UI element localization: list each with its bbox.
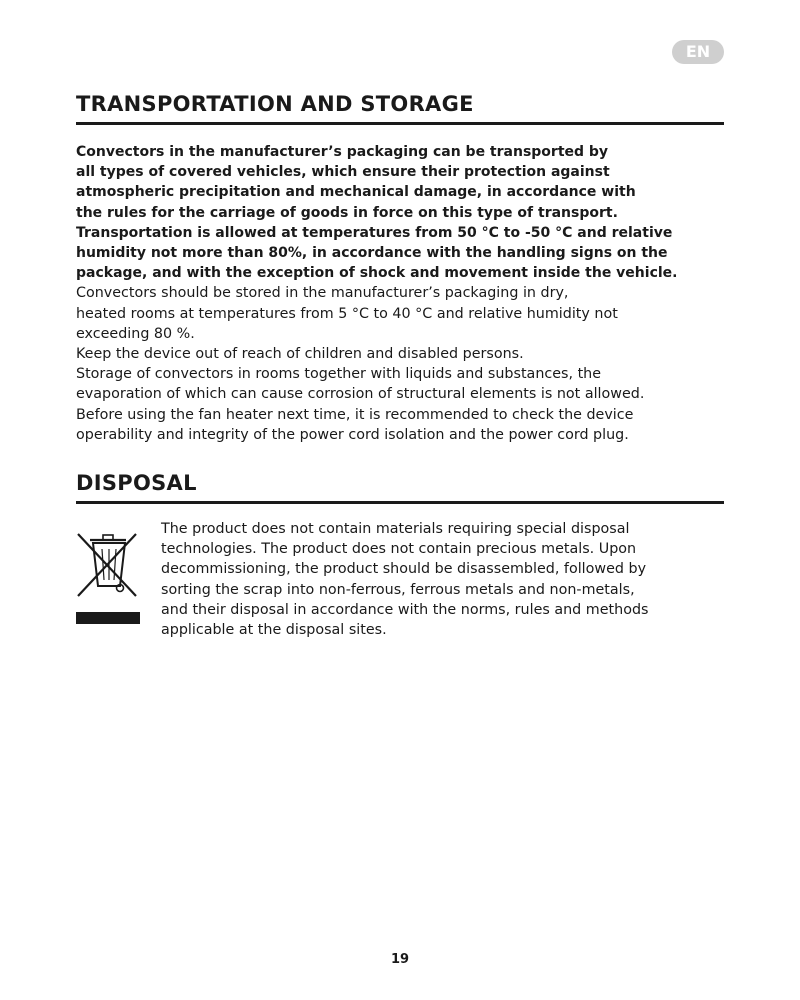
text-line: Storage of convectors in rooms together with liquids and substances, the [76, 366, 602, 383]
crossed-out-wheelie-bin-icon [76, 528, 140, 628]
disposal-paragraph [161, 519, 726, 640]
transport-conditions-paragraph [76, 142, 726, 283]
text-line: exceeding 80 %. [76, 325, 195, 342]
text-line: decommissioning, the product should be disassembled, followed by [161, 561, 647, 578]
page-number: 19 [390, 952, 410, 967]
text-line: Keep the device out of reach of children and disabled persons. [76, 346, 524, 363]
text-line: Before using the fan heater next time, it is recommended to check the device [76, 406, 634, 423]
disposal-heading: DISPOSAL [76, 470, 724, 504]
text-line: applicable at the disposal sites. [161, 622, 387, 639]
text-line: evaporation of which can cause corrosion of structural elements is not allowed. [76, 386, 645, 403]
text-line: atmospheric precipitation and mechanical damage, in accordance with [76, 184, 636, 201]
text-line: package, and with the exception of shock and movement inside the vehicle. [76, 265, 678, 282]
text-line: Convectors should be stored in the manufacturer’s packaging in dry, [76, 285, 569, 302]
text-line: Transportation is allowed at temperatures from 50 °C to -50 °C and relative [76, 224, 673, 241]
text-line: humidity not more than 80%, in accordance with the handling signs on the [76, 245, 668, 262]
transport-body [76, 142, 726, 445]
text-line: The product does not contain materials requiring special disposal [161, 521, 630, 537]
text-line: the rules for the carriage of goods in force on this type of transport. [76, 204, 618, 221]
text-line: and their disposal in accordance with the norms, rules and methods [161, 601, 649, 618]
storage-paragraph [76, 283, 726, 445]
text-line: Convectors in the manufacturer’s packaging can be transported by [76, 144, 609, 160]
text-line: operability and integrity of the power cord isolation and the power cord plug. [76, 426, 629, 443]
text-line: sorting the scrap into non-ferrous, ferrous metals and non-metals, [161, 581, 635, 598]
transport-heading: TRANSPORTATION AND STORAGE [76, 91, 724, 125]
text-line: all types of covered vehicles, which ensure their protection against [76, 164, 610, 181]
text-line: heated rooms at temperatures from 5 °C to 40 °C and relative humidity not [76, 305, 618, 322]
text-line: technologies. The product does not contain precious metals. Upon [161, 541, 637, 558]
language-badge: EN [672, 40, 724, 64]
